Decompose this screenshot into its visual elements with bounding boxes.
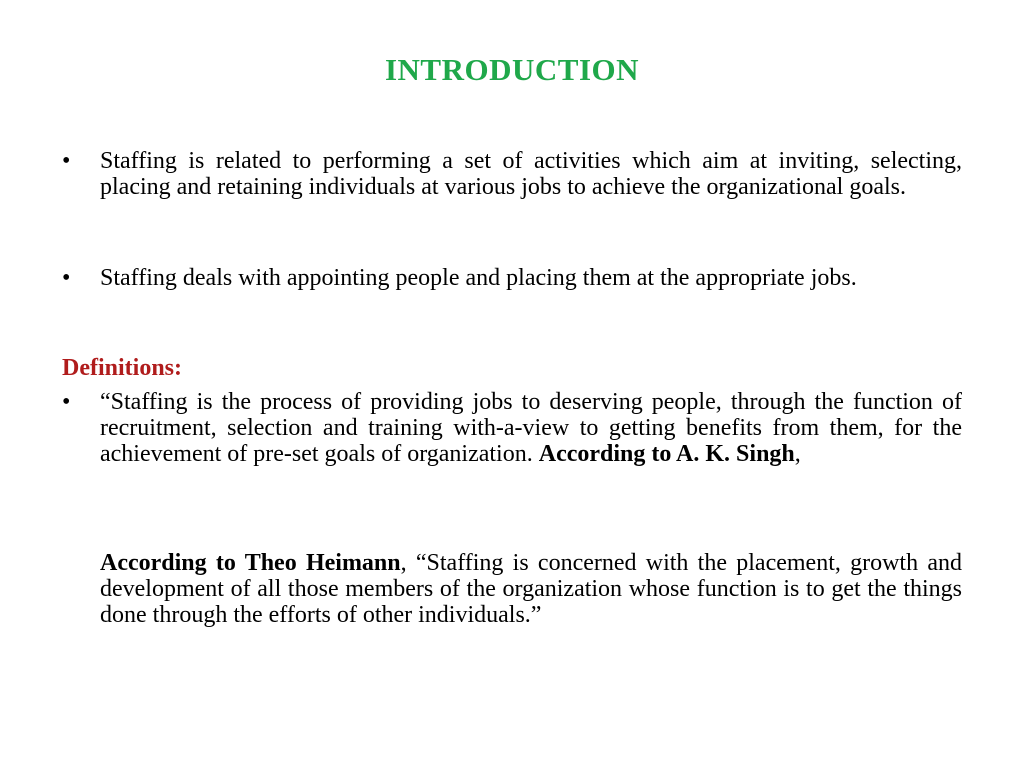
definition-item-1 xyxy=(62,389,962,499)
bullet-item-2 xyxy=(62,265,962,321)
bullet-item-1 xyxy=(62,148,962,228)
definition-attribution-suffix: , xyxy=(794,441,801,467)
bullet-text-2: Staffing deals with appointing people and placing them at the appropriate jobs. xyxy=(100,265,857,291)
bullet-marker: • xyxy=(62,389,71,415)
slide-title: INTRODUCTION xyxy=(384,52,640,87)
definition-attribution-2: According to Theo Heimann xyxy=(100,550,401,576)
definition-attribution-1: According to A. K. Singh xyxy=(538,441,795,467)
definitions-heading: Definitions: xyxy=(62,355,182,381)
definition-quote-1: “Staffing is the process of providing jobs to deserving people, through the function of recruitment, selection and training with-a-view to getting benefits from them, for the achievement of pre-set goals of organization. xyxy=(100,389,962,467)
bullet-text-1: Staffing is related to performing a set of activities which aim at inviting, selecting, placing and retaining individuals at various jobs to achieve the organizational goals. xyxy=(100,148,962,200)
bullet-marker: • xyxy=(62,265,71,291)
definition-item-2 xyxy=(100,550,962,628)
definition-quote-2: , “Staffing is concerned with the placement, growth and development of all those members of the organization whose function is to get the things done through the efforts of other individuals.” xyxy=(100,550,962,628)
bullet-marker: • xyxy=(62,148,71,174)
definition-text-1 xyxy=(100,389,962,467)
